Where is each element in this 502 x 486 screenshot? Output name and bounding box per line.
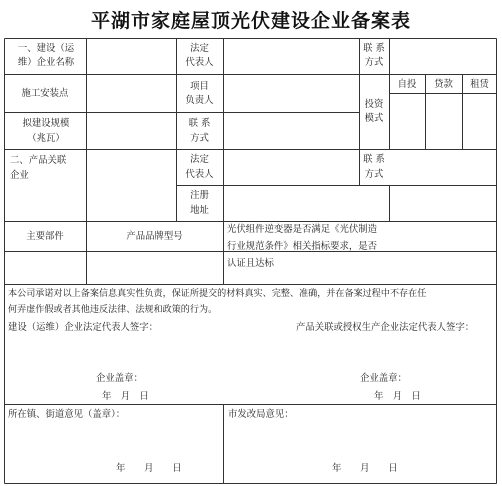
product-legal-rep-label-1: 法定 xyxy=(190,154,209,165)
project-head-label-2: 负责人 xyxy=(185,95,214,106)
product-contact-label-1: 联 系 xyxy=(363,154,385,165)
install-site-label: 施工安装点 xyxy=(21,88,69,99)
product-legal-rep-label-2: 代表人 xyxy=(185,169,214,180)
legal-rep-label-1: 法定 xyxy=(190,43,209,54)
builder-seal-date: 年 月 日 xyxy=(102,391,149,402)
builder-name-label-1: 一、建设（运 xyxy=(17,43,75,54)
scale-label-1: 拟建设规模 xyxy=(22,118,70,129)
invest-option-loan: 贷款 xyxy=(434,79,453,90)
inverter-compliance-line-1: 光伏组件逆变器是否满足《光伏制造 xyxy=(227,224,378,235)
inverter-compliance-line-3: 认证且达标 xyxy=(227,258,274,269)
product-contact-label-2: 方式 xyxy=(364,169,384,180)
contact-label-1: 联 系 xyxy=(363,43,385,54)
pledge-line-2: 何弄虚作假或者其他违反法律、法规和政策的行为。 xyxy=(8,305,218,315)
main-parts-label: 主要部件 xyxy=(26,231,64,242)
product-seal-date: 年 月 日 xyxy=(374,391,421,402)
product-signature-label: 产品关联或授权生产企业法定代表人签字： xyxy=(296,322,475,333)
registered-address-label-1: 注册 xyxy=(190,190,209,201)
form-title: 平湖市家庭屋顶光伏建设企业备案表 xyxy=(90,10,411,32)
town-opinion-date: 年 月 日 xyxy=(116,463,182,474)
contact-label-3: 联 系 xyxy=(188,118,211,129)
product-seal-label: 企业盖章： xyxy=(360,373,407,384)
registration-form-table xyxy=(4,38,497,484)
project-head-label-1: 项目 xyxy=(190,81,209,92)
contact-label-2: 方式 xyxy=(364,57,384,68)
product-company-label-2: 企业 xyxy=(10,170,29,181)
builder-seal-label: 企业盖章： xyxy=(96,373,143,384)
product-company-label-1: 二、产品关联 xyxy=(10,155,67,166)
inverter-compliance-line-2: 行业规范条件》相关指标要求，是否 xyxy=(227,241,378,252)
invest-mode-label-1: 投资 xyxy=(364,99,384,110)
registered-address-label-2: 地址 xyxy=(190,205,209,216)
invest-option-lease: 租赁 xyxy=(470,79,489,90)
brand-model-label: 产品品牌型号 xyxy=(126,231,183,242)
builder-signature-label: 建设（运维）企业法定代表人签字： xyxy=(8,322,159,333)
town-opinion-label: 所在镇、街道意见（盖章）： xyxy=(8,409,126,420)
bureau-opinion-date: 年 月 日 xyxy=(332,463,398,474)
pledge-line-1: 本公司承诺对以上备案信息真实性负责，保证所提交的材料真实、完整、准确，并在备案过程中不存在任 xyxy=(8,289,427,299)
invest-option-self: 自投 xyxy=(397,79,417,90)
legal-rep-label-2: 代表人 xyxy=(185,57,214,68)
bureau-opinion-label: 市发改局意见： xyxy=(228,409,294,420)
contact-label-4: 方式 xyxy=(190,133,209,144)
scale-label-2: （兆瓦） xyxy=(27,133,65,144)
builder-name-label-2: 维）企业名称 xyxy=(17,57,75,68)
invest-mode-label-2: 模式 xyxy=(364,113,384,124)
